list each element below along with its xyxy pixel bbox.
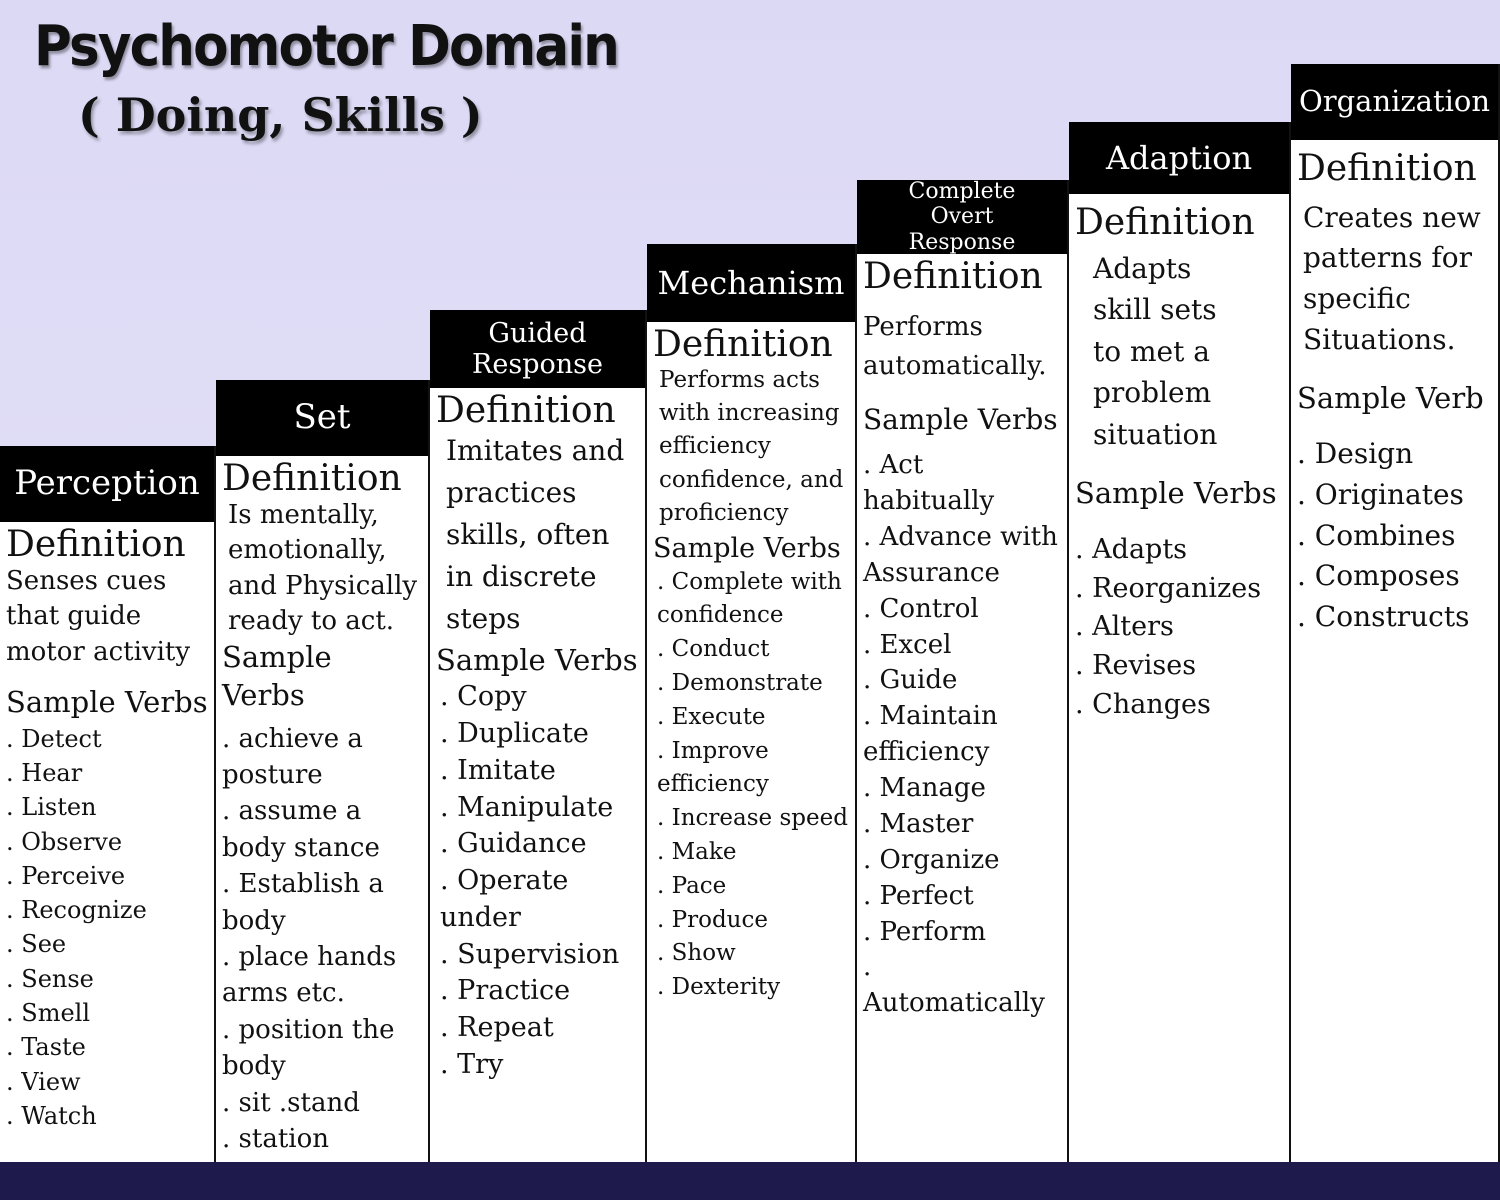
column-set — [216, 380, 430, 1162]
verb-item: . achieve a posture — [222, 723, 363, 790]
sample-verbs-label: Sample Verbs — [222, 640, 332, 712]
verb-item: . Perfect — [863, 880, 974, 911]
column-adaption — [1069, 122, 1291, 1162]
column-perception — [0, 446, 216, 1162]
verb-item: . Revises — [1075, 650, 1197, 682]
verb-item: . Produce — [657, 906, 768, 933]
definition-label: Definition — [863, 256, 1043, 297]
verb-item: . position the body — [222, 1014, 395, 1082]
sample-verbs-label: Sample Verbs — [436, 642, 638, 677]
verb-item: . Changes — [1075, 689, 1211, 721]
verb-item: . Increase speed — [657, 805, 848, 832]
verb-item: . station — [222, 1123, 329, 1154]
verb-item: . Imitate — [440, 754, 556, 786]
verb-item: . Composes — [1297, 559, 1460, 593]
verb-item: . Show — [657, 940, 736, 967]
definition-text: Adapts skill sets to met a problem situation — [1093, 251, 1218, 451]
verb-item: . Organize — [863, 844, 1000, 875]
verb-item: . Duplicate — [440, 718, 589, 750]
page-subtitle: ( Doing, Skills ) — [78, 88, 483, 142]
verb-item: . Taste — [6, 1033, 86, 1062]
verb-item: . Combines — [1297, 518, 1456, 552]
verb-item: . Advance with Assurance — [863, 521, 1058, 588]
column-complete-overt-response — [857, 180, 1069, 1162]
definition-label: Definition — [1075, 202, 1255, 243]
verb-item: . Listen — [6, 793, 97, 822]
column-header: Set — [216, 380, 428, 456]
column-header: Adaption — [1069, 122, 1289, 194]
definition-label: Definition — [1297, 148, 1477, 189]
verb-item: . Demonstrate — [657, 670, 823, 696]
verb-list — [1297, 434, 1492, 638]
verb-list — [222, 721, 422, 1158]
verb-item: . See — [6, 930, 67, 959]
definition-text: Imitates and practices skills, often in discrete steps — [446, 433, 625, 635]
column-organization — [1291, 64, 1500, 1162]
definition-text: Creates new patterns for specific Situations. — [1303, 200, 1481, 356]
verb-item: . Perceive — [6, 861, 126, 890]
verb-item: . Repeat — [440, 1011, 554, 1043]
verb-item: . sit .stand — [222, 1087, 360, 1118]
verb-list — [1075, 531, 1283, 725]
verb-item: . Practice — [440, 975, 571, 1007]
verb-item: . Guidance — [440, 828, 587, 860]
verb-item: . Pace — [657, 872, 727, 899]
sample-verbs-label: Sample Verbs — [653, 532, 841, 564]
definition-label: Definition — [6, 524, 186, 565]
sample-verbs-label: Sample Verbs — [1075, 475, 1277, 510]
verb-item: . Maintain efficiency — [863, 701, 998, 768]
verb-item: . Make — [657, 838, 737, 865]
verb-item: . Excel — [863, 629, 952, 660]
verb-item: . Reorganizes — [1075, 572, 1262, 604]
definition-text: Is mentally, emotionally, and Physically ready to act. — [228, 499, 418, 636]
column-header: Mechanism — [647, 244, 855, 322]
column-header: Guided Response — [430, 310, 645, 388]
definition-text: Performs automatically. — [863, 311, 1047, 381]
verb-item: . View — [6, 1067, 81, 1096]
verb-item: . Watch — [6, 1102, 97, 1130]
verb-item: . Hear — [6, 758, 83, 787]
verb-item: . Recognize — [6, 896, 147, 925]
sample-verbs-label: Sample Verb — [1297, 381, 1484, 416]
verb-item: . Dexterity — [657, 974, 781, 1001]
verb-list — [653, 566, 849, 1005]
page-title: Psychomotor Domain — [34, 14, 618, 79]
verb-list — [863, 448, 1061, 1022]
verb-item: . Establish a body — [222, 869, 384, 936]
verb-item: . Design — [1297, 436, 1414, 470]
definition-text: Senses cues that guide motor activity — [6, 565, 191, 667]
column-header: Complete Overt Response — [857, 180, 1067, 254]
column-mechanism — [647, 244, 857, 1162]
verb-item: . Supervision — [440, 938, 620, 970]
verb-item: . Try — [440, 1048, 504, 1080]
verb-item: . Observe — [6, 827, 123, 856]
verb-item: . Manipulate — [440, 791, 614, 823]
verb-item: . Execute — [657, 703, 766, 730]
verb-list — [6, 722, 208, 1134]
verb-item: . Master — [863, 808, 974, 839]
verb-item: . Adapts — [1075, 533, 1188, 565]
verb-item: . Control — [863, 593, 979, 624]
verb-item: . Copy — [440, 681, 527, 713]
sample-verbs-label: Sample Verbs — [863, 402, 1058, 436]
verb-item: . Guide — [863, 665, 958, 696]
verb-list — [436, 679, 639, 1083]
column-guided-response — [430, 310, 647, 1162]
verb-item: . place hands arms etc. — [222, 941, 397, 1009]
verb-item: . Sense — [6, 964, 94, 993]
verb-item: . Alters — [1075, 611, 1174, 643]
verb-item: . Perform — [863, 916, 987, 947]
sample-verbs-label: Sample Verbs — [6, 684, 208, 719]
verb-item: . Act habitually — [863, 450, 995, 517]
verb-item: . Smell — [6, 999, 91, 1028]
column-header: Perception — [0, 446, 214, 522]
definition-label: Definition — [222, 458, 402, 499]
verb-item: . Conduct — [657, 636, 770, 663]
verb-item: . Operate under — [440, 865, 569, 933]
verb-item: . Manage — [863, 773, 986, 804]
footer-bar — [0, 1162, 1500, 1200]
column-header: Organization — [1291, 64, 1498, 140]
definition-label: Definition — [436, 390, 616, 431]
definition-text: Performs acts with increasing efficiency confidence, and proficiency — [659, 366, 844, 527]
definition-label: Definition — [653, 324, 833, 365]
verb-item: . Constructs — [1297, 600, 1470, 634]
verb-item: . Complete with confidence — [657, 568, 842, 629]
verb-item: . Originates — [1297, 477, 1464, 511]
verb-item: . assume a body stance — [222, 796, 380, 863]
verb-item: . Detect — [6, 724, 102, 753]
verb-item: . Automatically — [863, 952, 1045, 1019]
verb-item: . Improve efficiency — [657, 737, 769, 798]
